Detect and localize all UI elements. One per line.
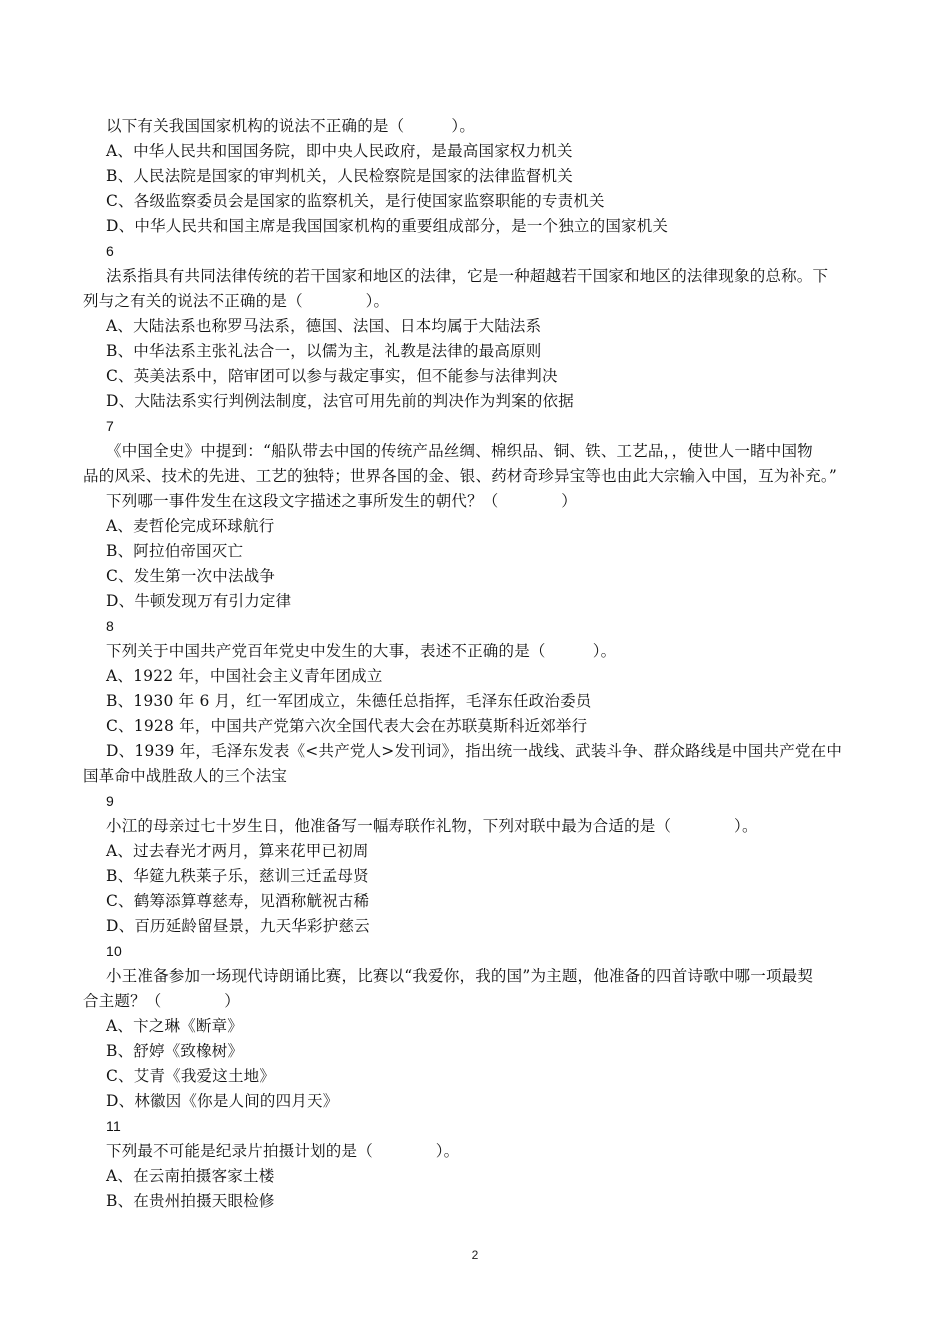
question-11-number: 11 [106,1118,121,1134]
question-10-option-c: C、艾青《我爱这土地》 [106,1067,276,1085]
question-7-option-b: B、阿拉伯帝国灭亡 [106,542,244,560]
question-7-stem-line-1: 《中国全史》中提到：“船队带去中国的传统产品丝绸、棉织品、铜、铁、工艺品，，使世人一睹中国物 [106,442,813,460]
question-7-stem-line-2: 品的风采、技术的先进、工艺的独特；世界各国的金、银、药材奇珍异宝等也由此大宗输入中国，互为补充。” [83,467,837,485]
question-10-option-d: D、林徽因《你是人间的四月天》 [106,1092,339,1110]
question-6-number: 6 [106,243,114,259]
question-8-option-a: A、1922 年，中国社会主义青年团成立 [106,667,383,685]
question-9-stem: 小江的母亲过七十岁生日，他准备写一幅寿联作礼物，下列对联中最为合适的是（ ）。 [106,817,758,835]
question-8-stem: 下列关于中国共产党百年党史中发生的大事，表述不正确的是（ ）。 [106,642,617,660]
question-8-option-d-line-2: 国革命中战胜敌人的三个法宝 [83,767,288,785]
question-9-option-c: C、鹤筹添算尊慈寿，见酒称觥祝古稀 [106,892,370,910]
question-8-option-b: B、1930 年 6 月，红一军团成立，朱德任总指挥，毛泽东任政治委员 [106,692,592,710]
question-9-option-a: A、过去春光才两月，算来花甲已初周 [106,842,369,860]
question-9-option-d: D、百历延龄留昼景，九天华彩护慈云 [106,917,370,935]
question-6-option-a: A、大陆法系也称罗马法系，德国、法国、日本均属于大陆法系 [106,317,542,335]
question-7-number: 7 [106,418,114,434]
question-7-option-a: A、麦哲伦完成环球航行 [106,517,275,535]
question-6-option-b: B、中华法系主张礼法合一，以儒为主，礼教是法律的最高原则 [106,342,542,360]
question-10-stem-line-2: 合主题？（ ） [83,992,241,1010]
question-6-stem-line-2: 列与之有关的说法不正确的是（ ）。 [83,292,390,310]
question-5-option-b: B、人民法院是国家的审判机关，人民检察院是国家的法律监督机关 [106,167,573,185]
document-body [83,114,881,1214]
question-11-option-b: B、在贵州拍摄天眼检修 [106,1192,275,1210]
question-5-option-a: A、中华人民共和国国务院，即中央人民政府，是最高国家权力机关 [106,142,573,160]
question-7-stem-line-3: 下列哪一事件发生在这段文字描述之事所发生的朝代？（ ） [106,492,578,510]
question-9-option-b: B、华筵九秩莱子乐，慈训三迁孟母贤 [106,867,369,885]
question-10-option-b: B、舒婷《致橡树》 [106,1042,244,1060]
question-9-number: 9 [106,793,114,809]
question-10-number: 10 [106,943,122,959]
question-5-option-c: C、各级监察委员会是国家的监察机关，是行使国家监察职能的专责机关 [106,192,605,210]
question-10-option-a: A、卞之琳《断章》 [106,1017,243,1035]
question-11-stem: 下列最不可能是纪录片拍摄计划的是（ ）。 [106,1142,460,1160]
question-5-stem: 以下有关我国国家机构的说法不正确的是（ ）。 [106,117,476,135]
question-8-option-d-line-1: D、1939 年，毛泽东发表《<共产党人>发刊词》，指出统一战线、武装斗争、群众路线是中国共产党在中 [106,742,843,760]
page-number: 2 [471,1248,479,1262]
question-10-stem-line-1: 小王准备参加一场现代诗朗诵比赛，比赛以“我爱你，我的国”为主题，他准备的四首诗歌中哪一项最契 [106,967,814,985]
question-8-number: 8 [106,618,114,634]
question-7-option-c: C、发生第一次中法战争 [106,567,276,585]
question-6-option-d: D、大陆法系实行判例法制度，法官可用先前的判决作为判案的依据 [106,392,574,410]
question-8-option-c: C、1928 年，中国共产党第六次全国代表大会在苏联莫斯科近郊举行 [106,717,588,735]
question-6-stem-line-1: 法系指具有共同法律传统的若干国家和地区的法律，它是一种超越若干国家和地区的法律现象的总称。下 [106,267,829,285]
question-7-option-d: D、牛顿发现万有引力定律 [106,592,292,610]
question-5-option-d: D、中华人民共和国主席是我国国家机构的重要组成部分，是一个独立的国家机关 [106,217,669,235]
question-6-option-c: C、英美法系中，陪审团可以参与裁定事实，但不能参与法律判决 [106,367,558,385]
question-11-option-a: A、在云南拍摄客家土楼 [106,1167,275,1185]
